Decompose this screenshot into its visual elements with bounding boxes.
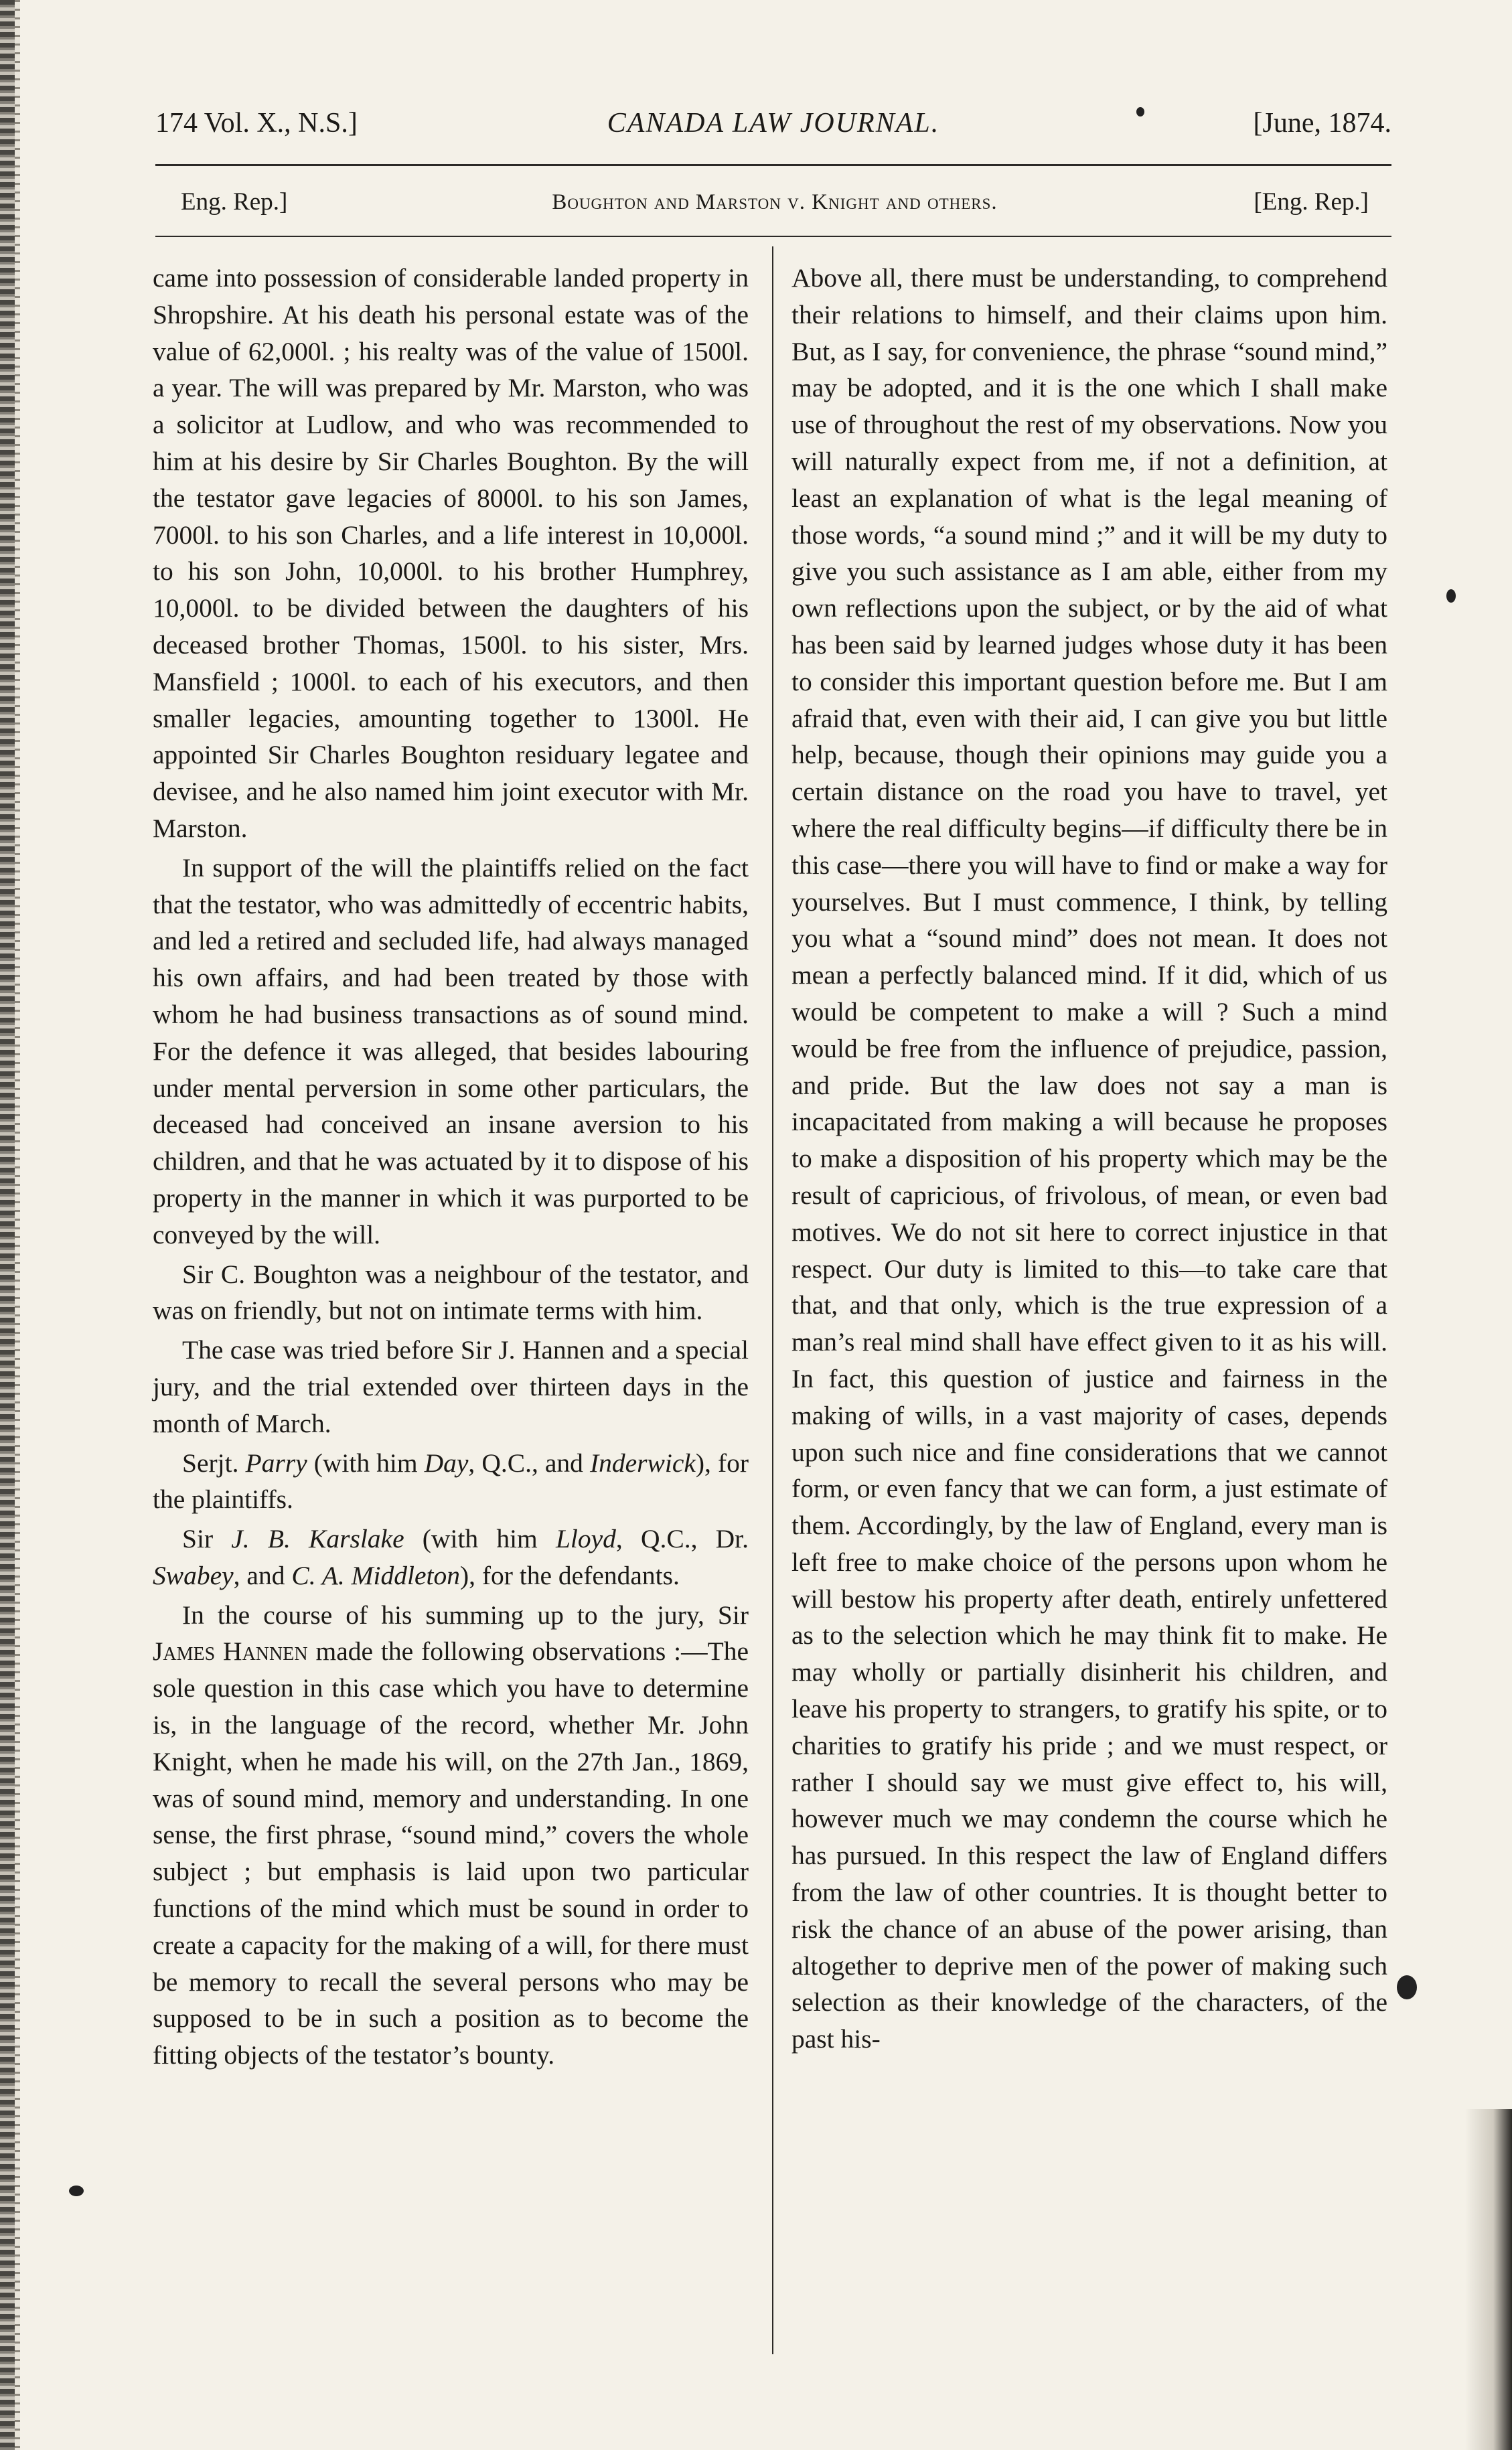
column-divider bbox=[772, 246, 773, 2354]
ink-blot bbox=[1397, 1975, 1417, 1999]
paragraph: came into possession of considerable landed property in Shropshire. At his death his personal estate was of the value of 62,000l. ; his realty was of the value of 1500l. a year. The will was prepared by Mr. Marston, who was a solicitor at Ludlow, and who was recommended to him at his desire by Sir Charles Boughton. By the will the testator gave legacies of 8000l. to his son James, 7000l. to his son Charles, and a life interest in 10,000l. to his son John, 10,000l. to his brother Humphrey, 10,000l. to be divided between the daughters of his deceased brother Thomas, 1500l. to his sister, Mrs. Mansfield ; 1000l. to each of his executors, and then smaller legacies, amounting together to 1300l. He appointed Sir Charles Boughton residuary legatee and devisee, and he also named him joint executor with Mr. Marston. bbox=[153, 263, 749, 843]
paragraph: The case was tried before Sir J. Hannen and a special jury, and the trial extended over thirteen days in the month of March. bbox=[153, 1335, 749, 1438]
case-header bbox=[181, 187, 1369, 228]
paragraph: In support of the will the plaintiffs relied on the fact that the testator, who was admittedly of eccentric habits, and led a retired and secluded life, had always managed his own affairs, and had been treated by those with whom he had business transactions as of sound mind. For the defence it was alleged, that besides labouring under mental perversion in some other particulars, the deceased had conceived an insane aversion to his children, and that he was actuated by it to dispose of his property in the manner in which it was purported to be conveyed by the will. bbox=[153, 852, 749, 1249]
case-right-tag: [Eng. Rep.] bbox=[1254, 188, 1369, 216]
journal-title: CANADA LAW JOURNAL. bbox=[607, 108, 940, 139]
case-left-tag: Eng. Rep.] bbox=[181, 188, 288, 216]
case-title: Boughton and Marston v. Knight and others. bbox=[552, 190, 998, 214]
ink-speck bbox=[1136, 107, 1144, 117]
right-column bbox=[791, 260, 1387, 2058]
summing-up-paragraph: In the course of his summing up to the jury, Sir James Hannen made the following observations :—The sole question in this case which you have to determine is, in the language of the record, whether Mr. John Knight, when he made his will, on the 27th Jan., 1869, was of sound mind, memory and understanding. In one sense, the first phrase, “sound mind,” covers the whole subject ; but emphasis is laid upon two particular functions of the mind which must be sound in order to create a capacity for the making of a will, for there must be memory to recall the several persons who may be supposed to be in such a position as to become the fitting objects of the testator’s bounty. bbox=[153, 1600, 749, 2070]
issue-date: [June, 1874. bbox=[1253, 108, 1391, 139]
counsel-plaintiffs: Serjt. Parry (with him Day, Q.C., and Inderwick), for the plaintiffs. bbox=[153, 1448, 749, 1515]
page-corner-curl bbox=[1465, 2109, 1512, 2450]
counsel-defendants: Sir J. B. Karslake (with him Lloyd, Q.C., Dr. Swabey, and C. A. Middleton), for the defendants. bbox=[153, 1524, 749, 1590]
paragraph: Sir C. Boughton was a neighbour of the testator, and was on friendly, but not on intimate terms with him. bbox=[153, 1259, 749, 1326]
page-volume: 174 Vol. X., N.S.] bbox=[155, 108, 358, 139]
left-column bbox=[153, 260, 749, 2074]
ink-blot bbox=[1446, 589, 1456, 603]
header-rule bbox=[155, 164, 1391, 166]
running-header bbox=[155, 107, 1391, 157]
case-header-rule bbox=[155, 236, 1391, 237]
page-binding-edge bbox=[0, 0, 15, 2450]
page-binding-shadow bbox=[15, 0, 20, 2450]
ink-blot bbox=[69, 2186, 84, 2196]
paragraph: Above all, there must be understanding, to comprehend their relations to himself, and their claims upon him. But, as I say, for convenience, the phrase “sound mind,” may be adopted, and it is the one which I shall make use of throughout the rest of my observations. Now you will naturally expect from me, if not a definition, at least an explanation of what is the legal meaning of those words, “a sound mind ;” and it will be my duty to give you such assistance as I am able, either from my own reflections upon the subject, or by the aid of what has been said by learned judges whose duty it has been to consider this important question before me. But I am afraid that, even with their aid, I can give you but little help, because, though their opinions may guide you a certain distance on the road you have to travel, yet where the real difficulty begins—if difficulty there be in this case—there you will have to find or make a way for yourselves. But I must commence, I think, by telling you what a “sound mind” does not mean. It does not mean a perfectly balanced mind. If it did, which of us would be competent to make a will ? Such a mind would be free from the influence of prejudice, passion, and pride. But the law does not say a man is incapacitated from making a will because he proposes to make a disposition of his property which may be the result of capricious, of frivolous, of mean, or even bad motives. We do not sit here to correct injustice in that respect. Our duty is limited to this—to take care that that, and that only, which is the true expression of a man’s real mind shall have effect given to it as his will. In fact, this question of justice and fairness in the making of wills, in a vast majority of cases, depends upon such nice and fine considerations that we cannot form, or even fancy that we can form, a just estimate of them. Accordingly, by the law of England, every man is left free to make choice of the persons upon whom he will bestow his property after death, entirely unfettered as to the selection which he may think fit to make. He may wholly or partially disinherit his children, and leave his property to strangers, to gratify his spite, or to charities to gratify his pride ; and we must respect, or rather I should say we must give effect to, his will, however much we may condemn the course which he has pursued. In this respect the law of England differs from the law of other countries. It is thought better to risk the chance of an abuse of the power arising, than altogether to deprive men of the power of making such selection as their knowledge of the characters, of the past his- bbox=[791, 263, 1387, 2054]
